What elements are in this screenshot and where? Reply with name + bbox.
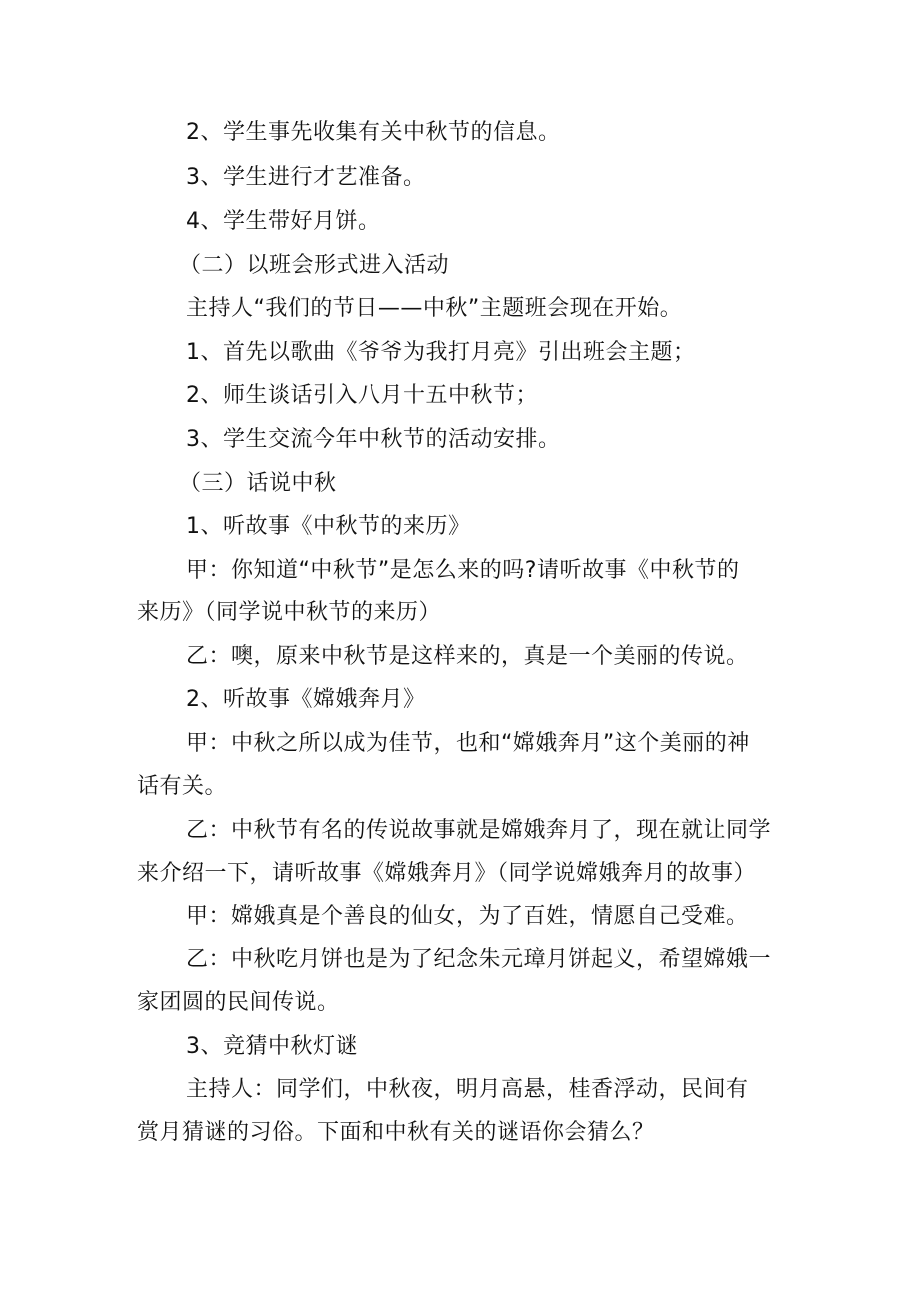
text-line-story-2: 2、听故事《嫦娥奔月》	[186, 687, 426, 712]
text-line-dialogue-b2: 乙：中秋节有名的传说故事就是嫦娥奔月了，现在就让同学	[186, 818, 772, 843]
text-line-prep-3: 3、学生进行才艺准备。	[186, 165, 426, 190]
text-line-prep-4: 4、学生带好月饼。	[186, 209, 381, 234]
text-line-step-2: 2、师生谈话引入八月十五中秋节；	[186, 383, 538, 408]
text-line-dialogue-b2-cont: 来介绍一下，请听故事《嫦娥奔月》（同学说嫦娥奔月的故事）	[137, 861, 757, 886]
section-heading-2: （二）以班会形式进入活动	[179, 253, 450, 278]
text-line-dialogue-a1: 甲：你知道“中秋节”是怎么来的吗?请听故事《中秋节的	[186, 558, 740, 583]
text-line-dialogue-a2-cont: 话有关。	[137, 774, 228, 799]
text-line-step-3: 3、学生交流今年中秋节的活动安排。	[186, 427, 561, 452]
text-line-dialogue-a2: 甲：中秋之所以成为佳节，也和“嫦娥奔月”这个美丽的神	[186, 731, 750, 756]
text-line-dialogue-a3: 甲：嫦娥真是个善良的仙女，为了百姓，情愿自己受难。	[186, 904, 749, 929]
text-line-story-1: 1、听故事《中秋节的来历》	[186, 514, 471, 539]
text-line-host-intro: 主持人“我们的节日——中秋”主题班会现在开始。	[186, 296, 683, 321]
text-line-step-1: 1、首先以歌曲《爷爷为我打月亮》引出班会主题；	[186, 340, 696, 365]
text-line-dialogue-a1-cont: 来历》（同学说中秋节的来历）	[137, 600, 442, 625]
text-line-host-riddle-cont: 赏月猜谜的习俗。下面和中秋有关的谜语你会猜么？	[137, 1120, 655, 1145]
text-line-dialogue-b3: 乙：中秋吃月饼也是为了纪念朱元璋月饼起义，希望嫦娥一	[186, 947, 772, 972]
text-line-dialogue-b1: 乙：噢，原来中秋节是这样来的，真是一个美丽的传说。	[186, 644, 749, 669]
text-line-host-riddle: 主持人：同学们，中秋夜，明月高悬，桂香浮动，民间有	[186, 1077, 749, 1102]
text-line-prep-2: 2、学生事先收集有关中秋节的信息。	[186, 120, 561, 145]
section-heading-3: （三）话说中秋	[179, 471, 337, 496]
text-line-riddle-heading: 3、竞猜中秋灯谜	[186, 1034, 358, 1059]
text-line-dialogue-b3-cont: 家团圆的民间传说。	[137, 990, 340, 1015]
